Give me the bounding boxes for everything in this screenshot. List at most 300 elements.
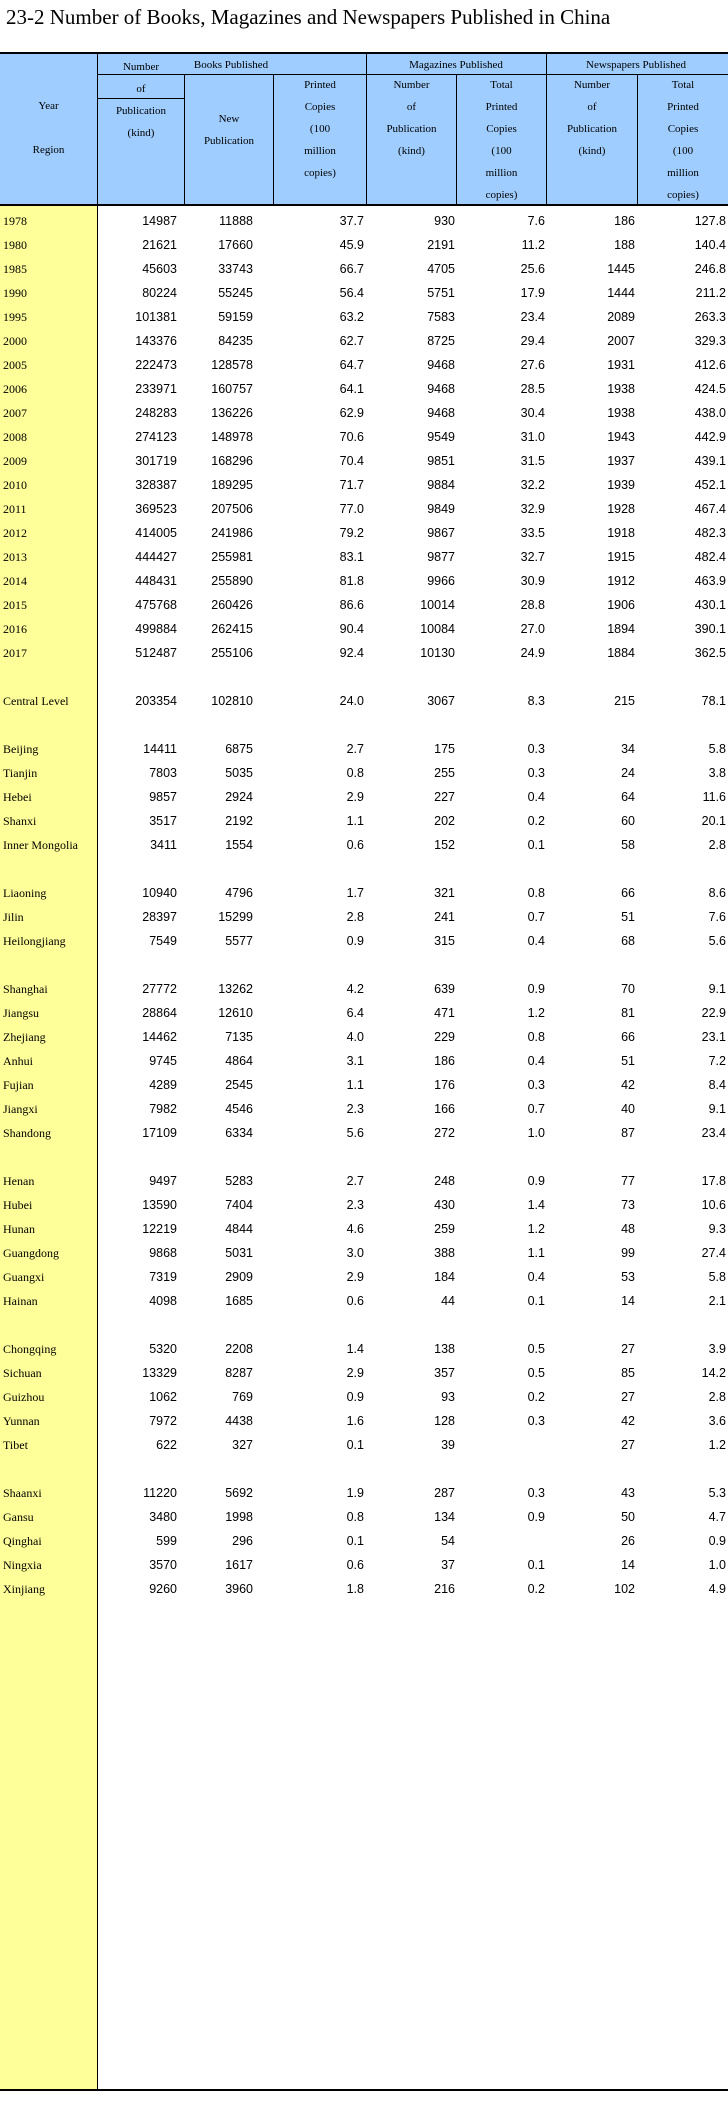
books-number-cell: 203354 [135,694,177,708]
row-label-cell: 2007 [3,406,27,420]
magazines-copies-cell: 32.9 [520,502,545,516]
books-new-cell: 2924 [225,790,253,804]
magazines-number-cell: 248 [434,1174,455,1188]
newspapers-number-cell: 2007 [607,334,635,348]
newspapers-copies-cell: 2.1 [708,1294,726,1308]
newspapers-copies-cell: 263.3 [694,310,726,324]
newspapers-copies-cell: 452.1 [694,478,726,492]
newspapers-copies-header-line: Total [671,79,695,91]
row-label-cell: Chongqing [3,1342,57,1356]
magazines-copies-cell: 0.2 [527,814,545,828]
books-number-cell: 13590 [142,1198,177,1212]
year-row [0,618,728,640]
region-row [0,1122,728,1144]
newspapers-copies-header-line: copies) [667,189,699,201]
magazines-number-cell: 175 [434,742,455,756]
books-copies-cell: 70.4 [339,454,364,468]
newspapers-copies-cell: 20.1 [701,814,726,828]
row-label-cell: 2000 [3,334,27,348]
books-new-cell: 5577 [225,934,253,948]
books-new-cell: 5283 [225,1174,253,1188]
books-new-cell: 128578 [211,358,253,372]
newspapers-copies-cell: 8.4 [708,1078,726,1092]
row-label-cell: Guizhou [3,1390,45,1404]
year-row [0,234,728,256]
newspapers-number-cell: 1931 [607,358,635,372]
magazines-copies-cell: 28.5 [520,382,545,396]
magazines-copies-cell: 0.1 [527,1558,545,1572]
magazines-group-header-line: Magazines Published [409,59,503,71]
row-label-cell: 1990 [3,286,27,300]
year-row [0,426,728,448]
newspapers-number-header-line: of [587,101,597,113]
magazines-number-cell: 9549 [427,430,455,444]
books-new-cell: 2208 [225,1342,253,1356]
newspapers-number-cell: 1894 [607,622,635,636]
newspapers-number-cell: 99 [621,1246,635,1260]
books-new-cell: 11888 [219,214,253,228]
magazines-copies-cell: 0.9 [527,1510,545,1524]
row-label-cell: 1995 [3,310,27,324]
books-number-cell: 9260 [149,1582,177,1596]
row-label-cell: Shandong [3,1126,51,1140]
newspapers-group-header [546,54,726,76]
newspapers-copies-cell: 23.4 [701,1126,726,1140]
newspapers-copies-cell: 438.0 [694,406,726,420]
magazines-copies-header-line: Copies [486,123,517,135]
books-copies-cell: 56.4 [339,286,364,300]
newspapers-number-cell: 188 [614,238,635,252]
magazines-number-cell: 9468 [427,382,455,396]
books-group-header-line: Books Published [193,59,269,71]
books-number-cell: 3570 [149,1558,177,1572]
books-number-cell: 17109 [142,1126,177,1140]
region-row [0,1530,728,1552]
books-copies-cell: 45.9 [339,238,364,252]
magazines-number-cell: 166 [434,1102,455,1116]
row-label-cell: 2017 [3,646,27,660]
newspapers-number-cell: 42 [621,1078,635,1092]
books-copies-cell: 2.7 [346,742,364,756]
newspapers-number-cell: 186 [614,214,635,228]
magazines-copies-cell: 27.0 [520,622,545,636]
newspapers-copies-cell: 390.1 [694,622,726,636]
books-number-cell: 369523 [135,502,177,516]
magazines-number-cell: 357 [434,1366,455,1380]
newspapers-copies-cell: 329.3 [694,334,726,348]
books-new-cell: 160757 [211,382,253,396]
magazines-copies-cell: 30.4 [520,406,545,420]
magazines-copies-cell: 32.2 [520,478,545,492]
books-new-cell: 2192 [225,814,253,828]
books-copies-cell: 66.7 [339,262,364,276]
magazines-copies-cell: 28.8 [520,598,545,612]
newspapers-copies-cell: 27.4 [701,1246,726,1260]
books-copies-cell: 90.4 [339,622,364,636]
books-copies-header-line: copies) [304,167,336,179]
books-new-cell: 148978 [211,430,253,444]
books-copies-cell: 24.0 [339,694,364,708]
books-copies-header-line: (100 [309,123,331,135]
books-new-cell: 4438 [225,1414,253,1428]
row-label-cell: Anhui [3,1054,33,1068]
newspapers-copies-cell: 9.1 [708,982,726,996]
books-copies-cell: 1.1 [346,1078,364,1092]
newspapers-number-header-line: (kind) [578,145,606,157]
newspapers-number-cell: 70 [621,982,635,996]
magazines-number-cell: 388 [434,1246,455,1260]
magazines-number-cell: 9867 [427,526,455,540]
row-label-cell: 2006 [3,382,27,396]
magazines-number-header-line: Number [393,79,430,91]
newspapers-copies-cell: 7.2 [708,1054,726,1068]
books-number-cell: 13329 [142,1366,177,1380]
magazines-number-cell: 39 [441,1438,455,1452]
newspapers-copies-cell: 482.3 [694,526,726,540]
newspapers-copies-cell: 17.8 [701,1174,726,1188]
books-new-cell: 7404 [225,1198,253,1212]
books-copies-cell: 4.2 [346,982,364,996]
books-copies-cell: 37.7 [339,214,364,228]
magazines-number-cell: 4705 [427,262,455,276]
magazines-number-cell: 176 [434,1078,455,1092]
region-row [0,810,728,832]
books-new-cell: 189295 [211,478,253,492]
magazines-number-cell: 229 [434,1030,455,1044]
magazines-copies-cell: 17.9 [520,286,545,300]
books-new-cell: 255890 [211,574,253,588]
books-number-header-line: (kind) [127,127,155,139]
books-number-cell: 12219 [142,1222,177,1236]
newspapers-number-cell: 2089 [607,310,635,324]
newspapers-copies-cell: 3.9 [708,1342,726,1356]
newspapers-number-cell: 215 [614,694,635,708]
books-new-cell: 5692 [225,1486,253,1500]
books-copies-cell: 1.9 [346,1486,364,1500]
region-row [0,834,728,856]
books-new-cell: 8287 [225,1366,253,1380]
books-new-cell: 59159 [218,310,253,324]
newspapers-number-cell: 1938 [607,382,635,396]
magazines-copies-header-line: copies) [485,189,518,201]
books-copies-header-line: Printed [304,79,336,91]
newspapers-copies-cell: 463.9 [694,574,726,588]
newspapers-number-header-line: Publication [566,123,618,135]
newspapers-number-cell: 1444 [607,286,635,300]
year-row [0,642,728,664]
magazines-copies-header-line: million [485,167,518,179]
row-label-cell: Zhejiang [3,1030,46,1044]
newspapers-number-cell: 1884 [607,646,635,660]
year-row [0,282,728,304]
books-new-cell: 1617 [225,1558,253,1572]
magazines-number-cell: 9468 [427,358,455,372]
row-label-cell: Shanxi [3,814,37,828]
magazines-number-cell: 10130 [420,646,455,660]
region-row [0,1506,728,1528]
books-number-cell: 512487 [135,646,177,660]
magazines-number-cell: 202 [434,814,455,828]
books-new-cell: 4844 [225,1222,253,1236]
region-row [0,1194,728,1216]
row-label-cell: Sichuan [3,1366,42,1380]
books-number-cell: 9497 [149,1174,177,1188]
magazines-number-cell: 639 [434,982,455,996]
newspapers-copies-header-line: million [667,167,699,179]
magazines-number-cell: 37 [441,1558,455,1572]
newspapers-number-cell: 1939 [607,478,635,492]
newspapers-copies-cell: 8.6 [708,886,726,900]
books-number-header-line: of [136,83,146,95]
books-new-header-line: New [218,113,240,125]
magazines-copies-header-line: Total [490,79,513,91]
magazines-copies-cell: 0.9 [527,1174,545,1188]
books-new-cell: 4546 [225,1102,253,1116]
newspapers-number-cell: 42 [621,1414,635,1428]
books-copies-cell: 81.8 [339,574,364,588]
books-copies-cell: 1.7 [346,886,364,900]
newspapers-number-cell: 27 [621,1390,635,1404]
books-number-cell: 80224 [142,286,177,300]
books-copies-cell: 1.8 [346,1582,364,1596]
magazines-copies-cell: 0.2 [527,1390,545,1404]
magazines-copies-cell: 27.6 [520,358,545,372]
magazines-copies-cell: 0.2 [527,1582,545,1596]
region-row [0,978,728,1000]
row-label-cell: Xinjiang [3,1582,45,1596]
newspapers-number-cell: 50 [621,1510,635,1524]
magazines-number-cell: 216 [434,1582,455,1596]
books-new-cell: 1685 [225,1294,253,1308]
region-row [0,1098,728,1120]
region-row [0,906,728,928]
newspapers-copies-cell: 5.8 [708,742,726,756]
books-new-cell: 6334 [225,1126,253,1140]
row-label-cell: 2009 [3,454,27,468]
magazines-copies-cell: 0.3 [527,1414,545,1428]
magazines-copies-cell: 1.0 [527,1126,545,1140]
magazines-copies-header-line: Printed [485,101,518,113]
newspapers-number-cell: 1915 [607,550,635,564]
books-copies-cell: 0.6 [346,1294,364,1308]
magazines-number-cell: 9849 [427,502,455,516]
row-label-cell: 2016 [3,622,27,636]
magazines-number-cell: 138 [434,1342,455,1356]
magazines-number-header-line: of [406,101,417,113]
magazines-copies-cell: 0.4 [527,790,545,804]
magazines-copies-cell: 0.5 [527,1342,545,1356]
books-new-cell: 260426 [211,598,253,612]
row-label-cell: Shaanxi [3,1486,42,1500]
newspapers-copies-cell: 424.5 [694,382,726,396]
region-row [0,1578,728,1600]
books-new-cell: 33743 [218,262,253,276]
books-number-cell: 3480 [149,1510,177,1524]
newspapers-copies-cell: 442.9 [694,430,726,444]
magazines-number-cell: 9877 [427,550,455,564]
magazines-copies-cell: 33.5 [520,526,545,540]
magazines-number-cell: 44 [441,1294,455,1308]
newspapers-copies-header-line: Copies [667,123,699,135]
magazines-copies-cell: 23.4 [520,310,545,324]
row-label-cell: Qinghai [3,1534,42,1548]
newspapers-number-cell: 102 [614,1582,635,1596]
books-copies-cell: 0.8 [346,1510,364,1524]
row-label-cell: Guangxi [3,1270,45,1284]
books-number-cell: 143376 [135,334,177,348]
magazines-copies-cell: 32.7 [520,550,545,564]
newspapers-copies-cell: 11.6 [702,790,726,804]
newspapers-copies-cell: 9.1 [708,1102,726,1116]
books-copies-cell: 1.4 [346,1342,364,1356]
books-copies-cell: 1.1 [346,814,364,828]
row-label-cell: 2014 [3,574,27,588]
books-number-cell: 499884 [135,622,177,636]
newspapers-copies-cell: 7.6 [708,910,726,924]
books-copies-cell: 79.2 [339,526,364,540]
books-number-cell: 4289 [149,1078,177,1092]
books-number-cell: 9857 [149,790,177,804]
newspapers-number-cell: 66 [621,886,635,900]
books-new-header [185,108,273,152]
magazines-number-cell: 134 [434,1510,455,1524]
row-label-cell: 2012 [3,526,27,540]
newspapers-number-cell: 40 [621,1102,635,1116]
newspapers-copies-cell: 0.9 [708,1534,726,1548]
books-new-cell: 5035 [225,766,253,780]
magazines-number-cell: 272 [434,1126,455,1140]
newspapers-copies-cell: 9.3 [708,1222,726,1236]
row-label-cell: Shanghai [3,982,48,996]
newspapers-number-cell: 53 [621,1270,635,1284]
region-row [0,1002,728,1024]
year-row [0,306,728,328]
newspapers-number-header [547,74,637,162]
newspapers-copies-cell: 482.4 [694,550,726,564]
row-label-cell: Liaoning [3,886,47,900]
year-row [0,354,728,376]
books-number-cell: 328387 [135,478,177,492]
books-number-cell: 10940 [142,886,177,900]
newspapers-copies-cell: 1.2 [708,1438,726,1452]
books-number-cell: 7972 [149,1414,177,1428]
newspapers-copies-cell: 127.8 [694,214,726,228]
newspapers-number-cell: 68 [621,934,635,948]
books-new-cell: 296 [232,1534,253,1548]
books-new-cell: 4796 [225,886,253,900]
year-region-header-line: Region [32,144,65,156]
row-label-cell: Fujian [3,1078,34,1092]
books-copies-cell: 71.7 [339,478,364,492]
newspapers-copies-cell: 10.6 [701,1198,726,1212]
magazines-number-cell: 10014 [420,598,455,612]
row-label-cell: Hebei [3,790,32,804]
books-new-cell: 136226 [211,406,253,420]
newspapers-copies-cell: 5.6 [708,934,726,948]
row-label-cell: 2005 [3,358,27,372]
year-region-header [0,84,97,172]
books-number-cell: 248283 [135,406,177,420]
books-copies-cell: 0.1 [346,1438,364,1452]
books-copies-cell: 62.9 [339,406,364,420]
region-row [0,1242,728,1264]
magazines-copies-cell: 7.6 [527,214,545,228]
year-row [0,378,728,400]
magazines-copies-cell: 0.3 [527,766,545,780]
magazines-copies-cell: 31.0 [520,430,545,444]
row-label-cell: Jilin [3,910,24,924]
books-new-cell: 255981 [211,550,253,564]
magazines-number-cell: 7583 [427,310,455,324]
books-number-cell: 27772 [142,982,177,996]
magazines-copies-cell: 0.1 [527,838,545,852]
books-number-cell: 14462 [142,1030,177,1044]
region-row [0,1074,728,1096]
books-new-cell: 7135 [225,1030,253,1044]
books-new-cell: 15299 [218,910,253,924]
region-row [0,1362,728,1384]
row-label-cell: Ningxia [3,1558,42,1572]
books-copies-cell: 0.9 [346,1390,364,1404]
magazines-number-cell: 430 [434,1198,455,1212]
magazines-number-cell: 93 [441,1390,455,1404]
year-row [0,594,728,616]
magazines-number-cell: 54 [441,1534,455,1548]
year-row [0,330,728,352]
books-copies-cell: 2.8 [346,910,364,924]
books-copies-cell: 3.0 [346,1246,364,1260]
row-label-cell: 1980 [3,238,27,252]
books-new-cell: 12610 [218,1006,253,1020]
newspapers-number-cell: 1938 [607,406,635,420]
books-new-cell: 17660 [218,238,253,252]
books-copies-cell: 2.9 [346,790,364,804]
books-number-cell: 21621 [142,238,177,252]
region-row [0,930,728,952]
magazines-copies-cell: 0.7 [527,1102,545,1116]
books-number-header [98,56,184,144]
magazines-number-cell: 259 [434,1222,455,1236]
magazines-copies-header [457,74,546,206]
magazines-number-cell: 186 [434,1054,455,1068]
magazines-number-cell: 255 [434,766,455,780]
books-number-cell: 7982 [149,1102,177,1116]
row-label-cell: Hainan [3,1294,38,1308]
books-copies-cell: 0.1 [346,1534,364,1548]
year-row [0,546,728,568]
newspapers-number-cell: 60 [621,814,635,828]
books-copies-cell: 1.6 [346,1414,364,1428]
magazines-copies-cell: 0.1 [527,1294,545,1308]
books-number-cell: 475768 [135,598,177,612]
magazines-copies-cell: 31.5 [520,454,545,468]
row-label-cell: 2013 [3,550,27,564]
books-new-cell: 3960 [225,1582,253,1596]
magazines-copies-cell: 0.8 [527,1030,545,1044]
region-row [0,1338,728,1360]
row-label-cell: 2015 [3,598,27,612]
magazines-number-header-line: Publication [386,123,437,135]
books-number-cell: 622 [156,1438,177,1452]
books-new-cell: 1554 [225,838,253,852]
newspapers-copies-cell: 1.0 [708,1558,726,1572]
newspapers-copies-cell: 4.7 [708,1510,726,1524]
magazines-number-cell: 227 [434,790,455,804]
magazines-number-cell: 9966 [427,574,455,588]
magazines-number-cell: 241 [434,910,455,924]
newspapers-number-cell: 1943 [607,430,635,444]
books-copies-cell: 6.4 [346,1006,364,1020]
